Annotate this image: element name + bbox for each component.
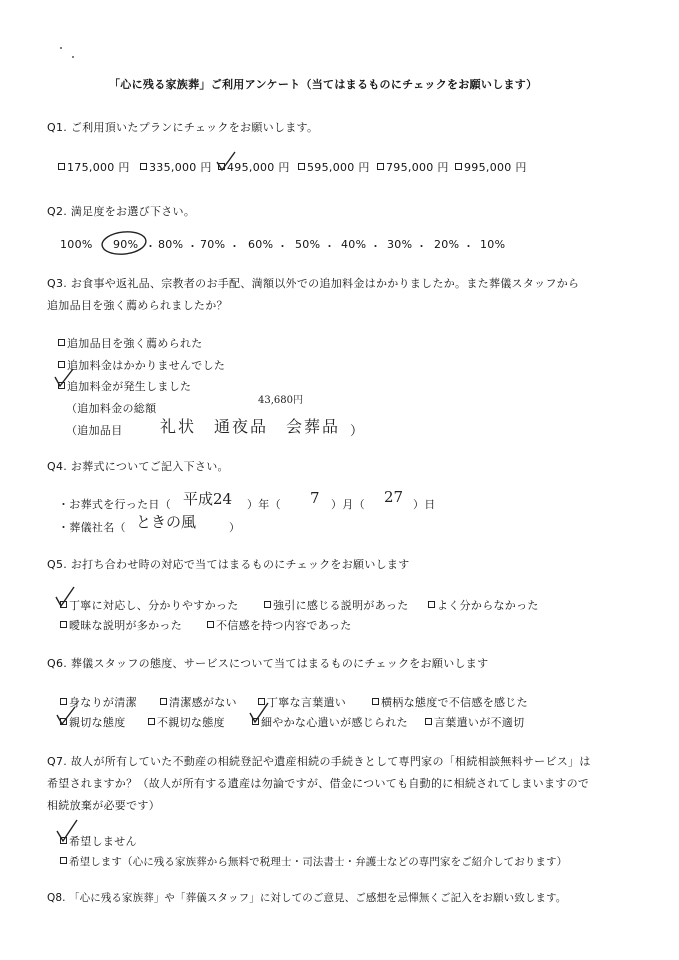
q4-question: Q4. お葬式についてご記入下さい。 [47, 460, 229, 473]
q1-option-checked[interactable]: 495,000 円 [218, 159, 290, 175]
q5-option[interactable]: 不信感を持つ内容であった [207, 617, 352, 633]
q3-option-checked[interactable]: 追加料金が発生しました [58, 378, 191, 394]
q4-month-handwritten[interactable]: 7 [310, 489, 320, 507]
checkbox-icon [264, 601, 271, 608]
q2-scale-90[interactable]: 90% [113, 238, 139, 251]
checkbox-icon [377, 163, 384, 170]
q2-scale-40[interactable]: 40% [341, 238, 367, 251]
q7-question-line2: 希望されますか？（故人が所有する遺産は勿論ですが、借金についても自動的に相続されてしまいますので [47, 777, 590, 790]
q6-question: Q6. 葬儀スタッフの態度、サービスについて当てはまるものにチェックをお願いします [47, 657, 489, 670]
q2-question: Q2. 満足度をお選び下さい。 [47, 205, 196, 218]
q7-question-line1: Q7. 故人が所有していた不動産の相続登記や遺産相続の手続きとして専門家の「相続相談無料サービス」は [47, 755, 591, 768]
checkbox-icon [140, 163, 147, 170]
q1-option[interactable]: 335,000 円 [140, 159, 212, 175]
q4-year-suffix: ）年（ [247, 498, 281, 511]
q5-question: Q5. お打ち合わせ時の対応で当てはまるものにチェックをお願いします [47, 558, 410, 571]
checkbox-icon [58, 163, 65, 170]
checkbox-icon [58, 339, 65, 346]
q7-option[interactable]: 希望します（心に残る家族葬から無料で税理士・司法書士・弁護士などの専門家をご紹介しております） [60, 854, 567, 869]
separator: ・ [416, 240, 428, 253]
separator: ・ [370, 240, 382, 253]
checkmark-icon [55, 705, 77, 727]
q1-option[interactable]: 795,000 円 [377, 159, 449, 175]
checkbox-icon [60, 621, 67, 628]
checkmark-icon [53, 367, 75, 389]
q6-option[interactable]: 横柄な態度で不信感を感じた [372, 694, 528, 710]
separator: ・ [277, 240, 289, 253]
scan-speck [72, 56, 74, 58]
q4-company-close: ） [229, 521, 241, 534]
q2-scale-50[interactable]: 50% [295, 238, 321, 251]
checkbox-icon [160, 698, 167, 705]
q6-option-checked[interactable]: 細やかな心遣いが感じられた [252, 714, 408, 730]
q1-option[interactable]: 995,000 円 [455, 159, 527, 175]
q4-date-label: ・お葬式を行った日（ [58, 498, 171, 511]
q2-scale-60[interactable]: 60% [248, 238, 274, 251]
q3-items-close: ） [350, 424, 364, 439]
separator: ・ [145, 240, 157, 253]
q2-scale-30[interactable]: 30% [387, 238, 413, 251]
q5-option[interactable]: 曖昧な説明が多かった [60, 617, 182, 633]
checkbox-icon [425, 718, 432, 725]
checkbox-icon [60, 698, 67, 705]
q1-question: Q1. ご利用頂いたプランにチェックをお願いします。 [47, 121, 319, 134]
q7-option-checked[interactable]: 希望しません [60, 833, 137, 849]
scan-speck [60, 47, 62, 49]
checkmark-icon [215, 150, 237, 174]
survey-title: 「心に残る家族葬」ご利用アンケート（当てはまるものにチェックをお願いします） [109, 78, 538, 91]
q5-option-checked[interactable]: 丁寧に対応し、分かりやすかった [60, 597, 239, 613]
q3-items-label: （追加品目 [66, 424, 123, 437]
checkmark-icon [248, 701, 270, 725]
separator: ・ [463, 240, 475, 253]
checkbox-icon [455, 163, 462, 170]
q8-question: Q8. 「心に残る家族葬」や「葬儀スタッフ」に対してのご意見、ご感想を忌憚無くご記入をお願い致します。 [47, 892, 567, 904]
q1-option[interactable]: 595,000 円 [298, 159, 370, 175]
q5-option[interactable]: 強引に感じる説明があった [264, 597, 409, 613]
checkbox-icon [148, 718, 155, 725]
q3-option[interactable]: 追加品目を強く薦められた [58, 335, 203, 351]
q6-option-checked[interactable]: 親切な態度 [60, 714, 126, 730]
separator: ・ [324, 240, 336, 253]
q2-scale-70[interactable]: 70% [200, 238, 226, 251]
separator: ・ [229, 240, 241, 253]
checkbox-icon [60, 857, 67, 864]
q4-era-handwritten[interactable]: 平成24 [183, 490, 233, 508]
q2-scale-80[interactable]: 80% [158, 238, 184, 251]
q6-option[interactable]: 身なりが清潔 [60, 694, 137, 710]
q4-month-suffix: ）月（ [331, 498, 365, 511]
q6-option[interactable]: 不親切な態度 [148, 714, 225, 730]
circle-mark-icon [99, 229, 149, 257]
q2-scale-100[interactable]: 100% [60, 238, 93, 251]
q4-company-handwritten[interactable]: ときの風 [136, 513, 197, 531]
checkmark-icon [54, 585, 76, 609]
q2-scale-10[interactable]: 10% [480, 238, 506, 251]
q3-total-label: （追加料金の総額 [66, 402, 157, 415]
q2-scale-20[interactable]: 20% [434, 238, 460, 251]
separator: ・ [187, 240, 199, 253]
checkmark-icon [55, 818, 79, 844]
q3-question-line1: Q3. お食事や返礼品、宗教者のお手配、満額以外での追加料金はかかりましたか。また葬儀スタッフから [47, 277, 580, 290]
q3-total-handwritten[interactable]: 43,680円 [258, 395, 303, 406]
q7-question-line3: 相続放棄が必要です） [47, 799, 160, 812]
q3-option[interactable]: 追加料金はかかりませんでした [58, 357, 225, 373]
checkbox-icon [207, 621, 214, 628]
checkbox-icon [298, 163, 305, 170]
q6-option[interactable]: 清潔感がない [160, 694, 237, 710]
q5-option[interactable]: よく分からなかった [428, 597, 539, 613]
q4-company-label: ・葬儀社名（ [58, 521, 126, 534]
q6-option[interactable]: 丁寧な言葉遣い [258, 694, 346, 710]
checkbox-icon [372, 698, 379, 705]
checkbox-icon [428, 601, 435, 608]
q1-option[interactable]: 175,000 円 [58, 159, 130, 175]
q4-day-handwritten[interactable]: 27 [384, 488, 404, 506]
q6-option[interactable]: 言葉遣いが不適切 [425, 714, 524, 730]
q4-day-suffix: ）日 [413, 498, 436, 511]
q3-question-line2: 追加品目を強く薦められましたか？ [47, 299, 228, 312]
q3-items-handwritten[interactable]: 礼状 通夜品 会葬品 [160, 417, 341, 436]
